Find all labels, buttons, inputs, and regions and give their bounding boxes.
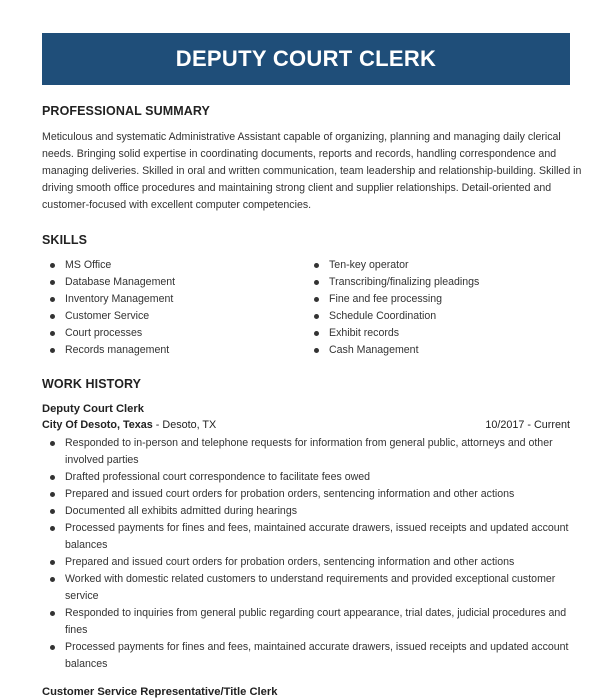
work-history-heading: WORK HISTORY bbox=[42, 377, 142, 391]
skills-list-right bbox=[306, 257, 479, 359]
skill-label: Customer Service bbox=[65, 310, 150, 322]
skill-label: Records management bbox=[65, 344, 170, 356]
skill-label: Schedule Coordination bbox=[329, 310, 437, 322]
bullet-icon bbox=[314, 314, 319, 319]
skill-label: Database Management bbox=[65, 276, 176, 288]
summary-text: Meticulous and systematic Administrative Assistant capable of organizing, planning and managing daily clerical needs. Bringing solid expertise in coordinating documents, reports and records, handling correspondence and managing deliveries. Skilled in oral and written communication, team leadership and relationship-building. Skilled in driving smooth office procedures and maintaining strong client and supplier relationships. Detail-oriented and customer-focused with excellent computer competencies. bbox=[42, 131, 582, 211]
title-banner bbox=[42, 33, 570, 85]
page-title: DEPUTY COURT CLERK bbox=[175, 46, 437, 71]
bullet-icon bbox=[50, 297, 55, 302]
skill-label: Fine and fee processing bbox=[329, 293, 443, 305]
bullet-icon bbox=[50, 441, 55, 446]
duty-text: Drafted professional court correspondence to facilitate fees owed bbox=[65, 471, 371, 483]
list-item bbox=[42, 486, 582, 503]
skills-heading: SKILLS bbox=[42, 233, 88, 247]
skill-label: Exhibit records bbox=[329, 327, 400, 339]
list-item bbox=[42, 325, 175, 342]
bullet-icon bbox=[50, 280, 55, 285]
bullet-icon bbox=[314, 348, 319, 353]
bullet-icon bbox=[50, 560, 55, 565]
list-item bbox=[42, 257, 175, 274]
bullet-icon bbox=[50, 645, 55, 650]
bullet-icon bbox=[314, 331, 319, 336]
bullet-icon bbox=[314, 297, 319, 302]
job-location: - Desoto, TX bbox=[152, 419, 217, 431]
skill-label: Ten-key operator bbox=[329, 259, 409, 271]
list-item bbox=[306, 342, 479, 359]
skills-list-left bbox=[42, 257, 175, 359]
job-dates: 10/2017 - Current bbox=[485, 419, 570, 431]
list-item bbox=[42, 435, 582, 469]
bullet-icon bbox=[314, 263, 319, 268]
duty-text: Responded to inquiries from general public regarding court appearance, trial dates, judicial procedures and fines bbox=[65, 607, 567, 636]
bullet-icon bbox=[50, 526, 55, 531]
list-item bbox=[306, 291, 479, 308]
skill-label: Court processes bbox=[65, 327, 143, 339]
bullet-icon bbox=[50, 611, 55, 616]
list-item bbox=[42, 469, 582, 486]
duty-text: Prepared and issued court orders for probation orders, sentencing information and other actions bbox=[65, 488, 515, 500]
duty-text: Documented all exhibits admitted during hearings bbox=[65, 505, 298, 517]
list-item bbox=[42, 605, 582, 639]
bullet-icon bbox=[50, 314, 55, 319]
duty-text: Processed payments for fines and fees, maintained accurate drawers, issued receipts and updated account balances bbox=[65, 641, 569, 670]
list-item bbox=[306, 325, 479, 342]
bullet-icon bbox=[50, 263, 55, 268]
bullet-icon bbox=[50, 509, 55, 514]
duty-text: Worked with domestic related customers to understand requirements and provided exceptional customer service bbox=[65, 573, 556, 602]
job-title: Deputy Court Clerk bbox=[42, 403, 144, 415]
employer-line bbox=[42, 419, 570, 435]
skill-label: Transcribing/finalizing pleadings bbox=[329, 276, 480, 288]
employer-name: City Of Desoto, Texas bbox=[42, 419, 153, 431]
bullet-icon bbox=[50, 475, 55, 480]
list-item bbox=[42, 503, 582, 520]
bullet-icon bbox=[50, 492, 55, 497]
skill-label: Inventory Management bbox=[65, 293, 174, 305]
list-item bbox=[42, 639, 582, 673]
bullet-icon bbox=[50, 348, 55, 353]
list-item bbox=[42, 342, 175, 359]
bullet-icon bbox=[50, 331, 55, 336]
skill-label: MS Office bbox=[65, 259, 112, 271]
list-item bbox=[42, 520, 582, 554]
list-item bbox=[306, 257, 479, 274]
skill-label: Cash Management bbox=[329, 344, 419, 356]
duties-list bbox=[42, 435, 582, 673]
list-item bbox=[42, 291, 175, 308]
duty-text: Responded to in-person and telephone requests for information from general public, attorneys and other involved parties bbox=[65, 437, 553, 466]
list-item bbox=[42, 274, 175, 291]
bullet-icon bbox=[50, 577, 55, 582]
duty-text: Processed payments for fines and fees, maintained accurate drawers, issued receipts and updated account balances bbox=[65, 522, 569, 551]
list-item bbox=[306, 308, 479, 325]
duty-text: Prepared and issued court orders for probation orders, sentencing information and other actions bbox=[65, 556, 515, 568]
list-item bbox=[42, 308, 175, 325]
list-item bbox=[42, 554, 582, 571]
list-item bbox=[42, 571, 582, 605]
list-item bbox=[306, 274, 479, 291]
summary-heading: PROFESSIONAL SUMMARY bbox=[42, 104, 210, 118]
bullet-icon bbox=[314, 280, 319, 285]
job-title: Customer Service Representative/Title Clerk bbox=[42, 686, 278, 698]
